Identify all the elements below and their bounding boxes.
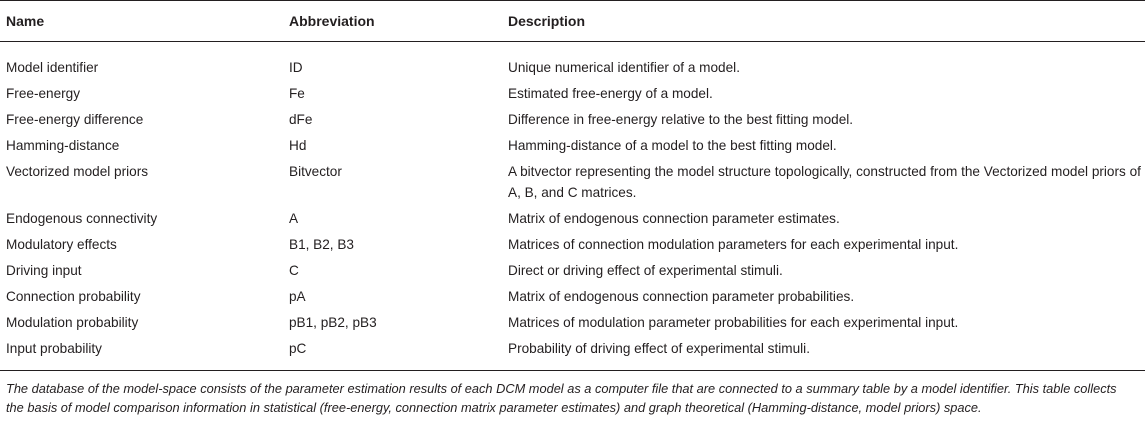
header-name: Name — [0, 1, 283, 42]
cell-abbreviation: C — [289, 263, 299, 278]
table-row — [0, 335, 1145, 371]
cell-abbreviation: pB1, pB2, pB3 — [289, 315, 377, 330]
cell-name: Vectorized model priors — [6, 164, 149, 179]
cell-abbreviation: pA — [289, 289, 306, 304]
table-row — [0, 106, 1145, 132]
cell-description: Unique numerical identifier of a model. — [508, 60, 740, 75]
table-row — [0, 231, 1145, 257]
table-row — [0, 257, 1145, 283]
table-row — [0, 205, 1145, 231]
table-row — [0, 309, 1145, 335]
table-row — [0, 80, 1145, 106]
cell-description: Probability of driving effect of experimental stimuli. — [502, 335, 1145, 371]
cell-description: Direct or driving effect of experimental stimuli. — [508, 263, 783, 278]
cell-description: Hamming-distance of a model to the best fitting model. — [508, 138, 837, 153]
cell-description: Matrix of endogenous connection parameter probabilities. — [508, 289, 855, 304]
cell-abbreviation: dFe — [289, 112, 313, 127]
cell-name: Hamming-distance — [6, 138, 120, 153]
cell-name: Modulatory effects — [6, 237, 117, 252]
table-row — [0, 283, 1145, 309]
cell-name: Connection probability — [6, 289, 141, 304]
table-row — [0, 42, 1145, 81]
header-abbreviation: Abbreviation — [283, 1, 502, 42]
table-row — [0, 132, 1145, 158]
cell-abbreviation: A — [289, 211, 299, 226]
cell-description: Matrix of endogenous connection parameter estimates. — [508, 211, 840, 226]
cell-name: Free-energy difference — [6, 112, 144, 127]
header-row — [0, 1, 1145, 42]
cell-description: Difference in free-energy relative to the best fitting model. — [508, 112, 854, 127]
cell-name: Model identifier — [6, 60, 99, 75]
cell-abbreviation: ID — [289, 60, 303, 75]
table-caption: The database of the model-space consists of the parameter estimation results of each DCM model as a computer file that are connected to a summary table by a model identifier. This table collects the basis of model comparison information in statistical (free-energy, connection matrix parameter estimates) and graph theoretical (Hamming-distance, model priors) space. — [6, 381, 1117, 416]
cell-description: A bitvector representing the model structure topologically, constructed from the Vectorized model priors of A, B, and C matrices. — [508, 164, 1141, 200]
cell-description: Matrices of modulation parameter probabilities for each experimental input. — [508, 315, 959, 330]
cell-name: Input probability — [0, 335, 283, 371]
cell-abbreviation: B1, B2, B3 — [289, 237, 354, 252]
cell-description: Estimated free-energy of a model. — [508, 86, 713, 101]
cell-abbreviation: Hd — [289, 138, 307, 153]
table-header — [0, 1, 1145, 42]
cell-abbreviation: Bitvector — [289, 164, 342, 179]
cell-name: Free-energy — [6, 86, 81, 101]
cell-name: Driving input — [6, 263, 82, 278]
cell-name: Modulation probability — [6, 315, 139, 330]
cell-name: Endogenous connectivity — [6, 211, 158, 226]
table-row — [0, 158, 1145, 205]
table-body — [0, 42, 1145, 371]
header-description: Description — [502, 1, 1145, 42]
cell-abbreviation: pC — [283, 335, 502, 371]
cell-abbreviation: Fe — [289, 86, 305, 101]
cell-description: Matrices of connection modulation parameters for each experimental input. — [508, 237, 959, 252]
